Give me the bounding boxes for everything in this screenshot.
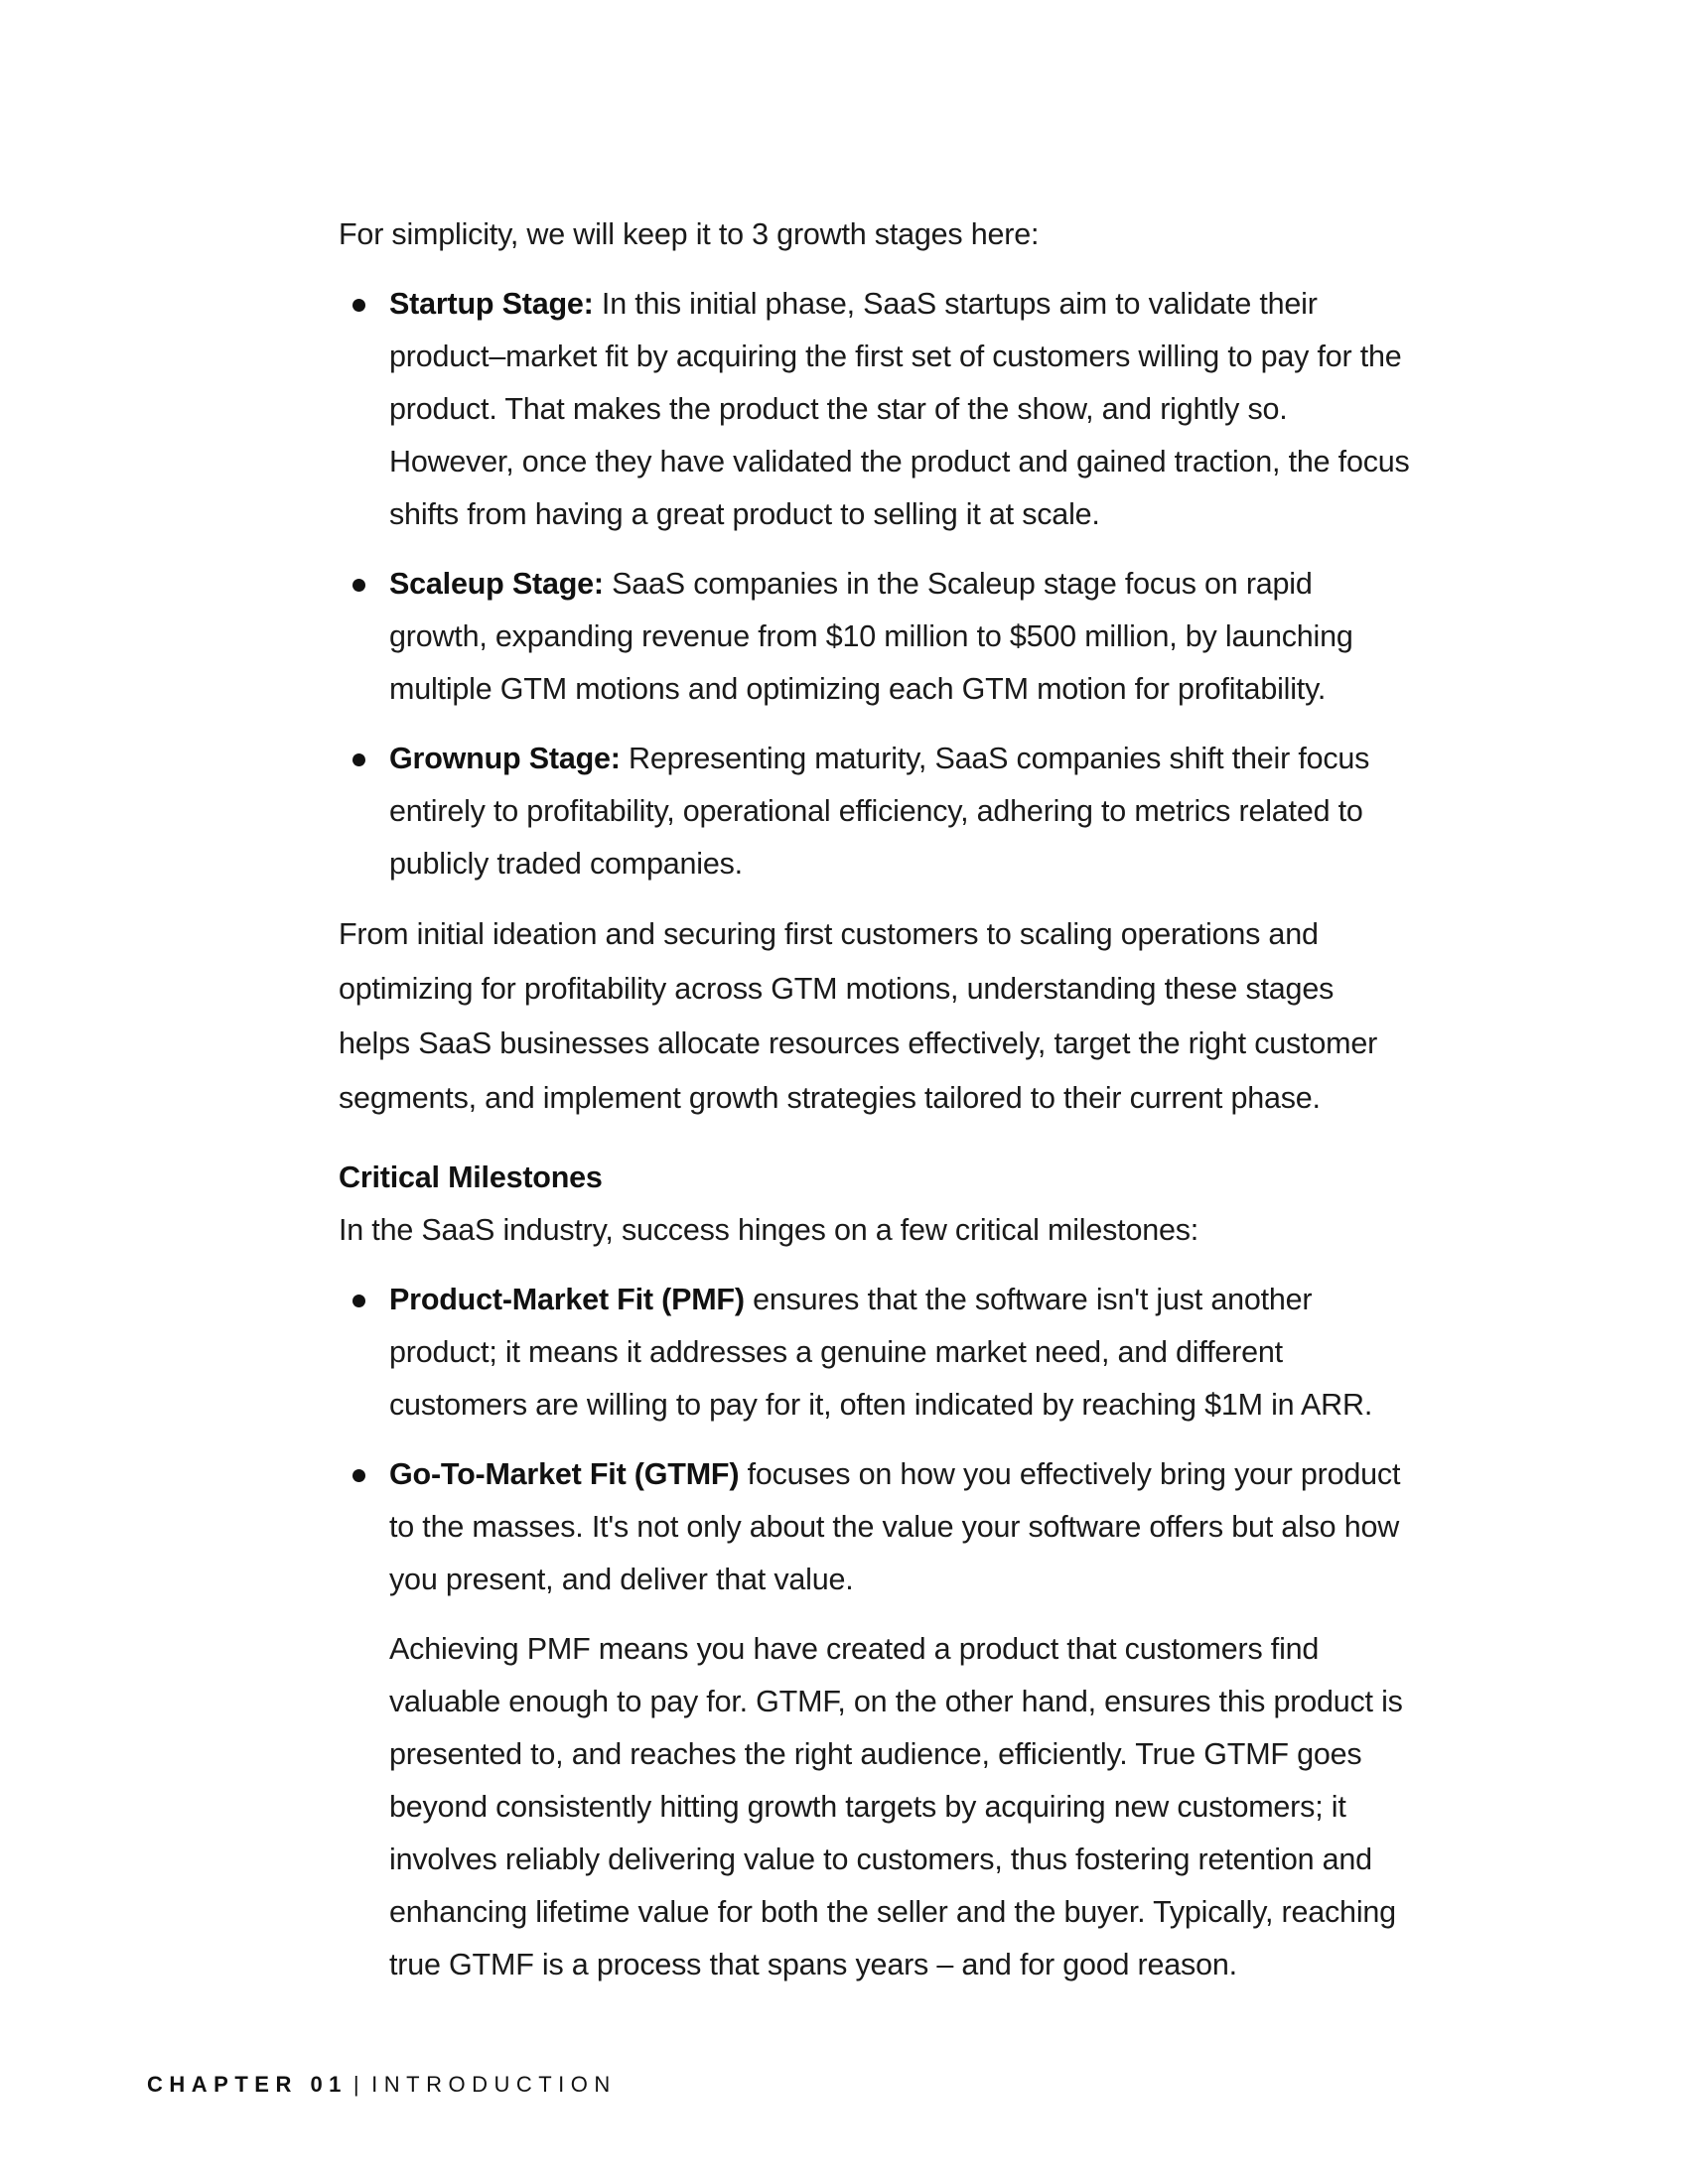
milestone-text: focuses on how you effectively bring your product to the masses. It's not only about the value your software offers but also how you present, and deliver that value. bbox=[389, 1457, 1401, 1596]
milestone-title: Product-Market Fit (PMF) bbox=[389, 1283, 745, 1316]
milestones-intro: In the SaaS industry, success hinges on a few critical milestones: bbox=[339, 1213, 1199, 1247]
intro-paragraph: For simplicity, we will keep it to 3 growth stages here: bbox=[339, 217, 1040, 251]
stage-title: Startup Stage: bbox=[389, 287, 594, 321]
stage-text: In this initial phase, SaaS startups aim to validate their product–market fit by acquiring the first set of customers willing to pay for the product. That makes the product the star of the show, and rightly so. However, once they have validated the product and gained traction, the focus shifts from having a great product to selling it at scale. bbox=[389, 287, 1410, 531]
list-item-scaleup-stage bbox=[339, 558, 1411, 716]
list-item-startup-stage bbox=[339, 278, 1411, 541]
footer-separator: | bbox=[352, 2072, 366, 2097]
summary-paragraph: From initial ideation and securing first customers to scaling operations and optimizing for profitability across GTM motions, understanding these stages helps SaaS businesses allocate resources effectively, target the right customer segments, and implement growth strategies tailored to their current phase. bbox=[339, 917, 1378, 1115]
stage-text: SaaS companies in the Scaleup stage focus on rapid growth, expanding revenue from $10 million to $500 million, by launching multiple GTM motions and optimizing each GTM motion for profitability. bbox=[389, 567, 1353, 706]
footer-chapter: CHAPTER 01 bbox=[147, 2072, 348, 2097]
gtmf-followup-paragraph: Achieving PMF means you have created a product that customers find valuable enough to pay for. GTMF, on the other hand, ensures this product is presented to, and reaches the right audience, efficiently. True GTMF goes beyond consistently hitting growth targets by acquiring new customers; it involves reliably delivering value to customers, thus fostering retention and enhancing lifetime value for both the seller and the buyer. Typically, reaching true GTMF is a process that spans years – and for good reason. bbox=[389, 1632, 1403, 1981]
stage-title: Grownup Stage: bbox=[389, 742, 621, 775]
bullet-icon bbox=[352, 1469, 365, 1482]
bullet-icon bbox=[352, 753, 365, 766]
list-item-pmf bbox=[339, 1274, 1411, 1432]
milestone-text: ensures that the software isn't just another product; it means it addresses a genuine market need, and different customers are willing to pay for it, often indicated by reaching $1M in ARR. bbox=[389, 1283, 1373, 1422]
list-item-gtmf bbox=[339, 1448, 1411, 1606]
section-heading: Critical Milestones bbox=[339, 1160, 603, 1194]
stage-text: Representing maturity, SaaS companies shift their focus entirely to profitability, operational efficiency, adhering to metrics related to publicly traded companies. bbox=[389, 742, 1370, 881]
document-body bbox=[339, 208, 1411, 1991]
growth-stages-list bbox=[339, 278, 1411, 890]
list-item-grownup-stage bbox=[339, 733, 1411, 890]
page-footer bbox=[147, 2072, 617, 2098]
stage-title: Scaleup Stage: bbox=[389, 567, 604, 601]
bullet-icon bbox=[352, 579, 365, 592]
bullet-icon bbox=[352, 299, 365, 312]
footer-section: INTRODUCTION bbox=[371, 2072, 617, 2097]
bullet-icon bbox=[352, 1295, 365, 1307]
milestone-title: Go-To-Market Fit (GTMF) bbox=[389, 1457, 740, 1491]
milestones-list bbox=[339, 1274, 1411, 1606]
